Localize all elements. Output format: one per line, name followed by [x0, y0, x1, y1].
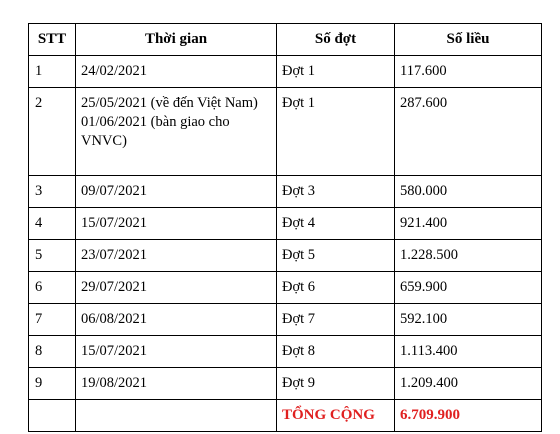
- time-line: 06/08/2021: [81, 311, 148, 327]
- cell-batch: Đợt 1: [277, 56, 395, 88]
- table-total-row: [29, 400, 542, 432]
- time-line: 29/07/2021: [81, 279, 148, 295]
- time-line: 15/07/2021: [81, 215, 148, 231]
- header-time: Thời gian: [76, 24, 277, 56]
- total-label: TỔNG CỘNG: [277, 400, 395, 432]
- cell-stt: 1: [29, 56, 76, 88]
- cell-stt: 3: [29, 176, 76, 208]
- vaccine-delivery-table-container: [28, 23, 542, 432]
- cell-time: [76, 272, 277, 304]
- cell-batch: Đợt 1: [277, 88, 395, 176]
- cell-time: [76, 304, 277, 336]
- cell-stt: 8: [29, 336, 76, 368]
- cell-time-empty: [76, 400, 277, 432]
- time-line: 23/07/2021: [81, 247, 148, 263]
- cell-batch: Đợt 6: [277, 272, 395, 304]
- header-stt: STT: [29, 24, 76, 56]
- cell-doses: 1.113.400: [395, 336, 542, 368]
- cell-stt: 4: [29, 208, 76, 240]
- cell-doses: 580.000: [395, 176, 542, 208]
- header-batch: Số đợt: [277, 24, 395, 56]
- cell-batch: Đợt 8: [277, 336, 395, 368]
- cell-stt: 2: [29, 88, 76, 176]
- cell-batch: Đợt 7: [277, 304, 395, 336]
- cell-doses: 117.600: [395, 56, 542, 88]
- cell-time: [76, 240, 277, 272]
- cell-batch: Đợt 3: [277, 176, 395, 208]
- table-row: [29, 368, 542, 400]
- table-row: [29, 56, 542, 88]
- cell-batch: Đợt 4: [277, 208, 395, 240]
- cell-stt: 9: [29, 368, 76, 400]
- cell-time: [76, 176, 277, 208]
- cell-stt: 7: [29, 304, 76, 336]
- table-row: [29, 88, 542, 176]
- time-line: 15/07/2021: [81, 343, 148, 359]
- vaccine-delivery-table: [28, 23, 542, 432]
- cell-stt-empty: [29, 400, 76, 432]
- table-row: [29, 304, 542, 336]
- time-line: 09/07/2021: [81, 183, 148, 199]
- cell-doses: 921.400: [395, 208, 542, 240]
- time-line: 01/06/2021 (bàn giao cho VNVC): [81, 114, 230, 149]
- cell-time: [76, 208, 277, 240]
- cell-batch: Đợt 5: [277, 240, 395, 272]
- cell-doses: 592.100: [395, 304, 542, 336]
- cell-time: [76, 336, 277, 368]
- cell-doses: 659.900: [395, 272, 542, 304]
- table-header-row: [29, 24, 542, 56]
- total-value: 6.709.900: [395, 400, 542, 432]
- table-row: [29, 336, 542, 368]
- cell-batch: Đợt 9: [277, 368, 395, 400]
- cell-time: [76, 56, 277, 88]
- cell-doses: 1.209.400: [395, 368, 542, 400]
- cell-time: [76, 368, 277, 400]
- cell-time: [76, 88, 277, 176]
- time-line: 25/05/2021 (về đến Việt Nam): [81, 95, 258, 111]
- table-row: [29, 176, 542, 208]
- cell-stt: 6: [29, 272, 76, 304]
- table-row: [29, 272, 542, 304]
- cell-stt: 5: [29, 240, 76, 272]
- header-doses: Số liều: [395, 24, 542, 56]
- cell-doses: 287.600: [395, 88, 542, 176]
- time-line: 24/02/2021: [81, 63, 148, 79]
- time-line: 19/08/2021: [81, 375, 148, 391]
- table-row: [29, 240, 542, 272]
- table-row: [29, 208, 542, 240]
- cell-doses: 1.228.500: [395, 240, 542, 272]
